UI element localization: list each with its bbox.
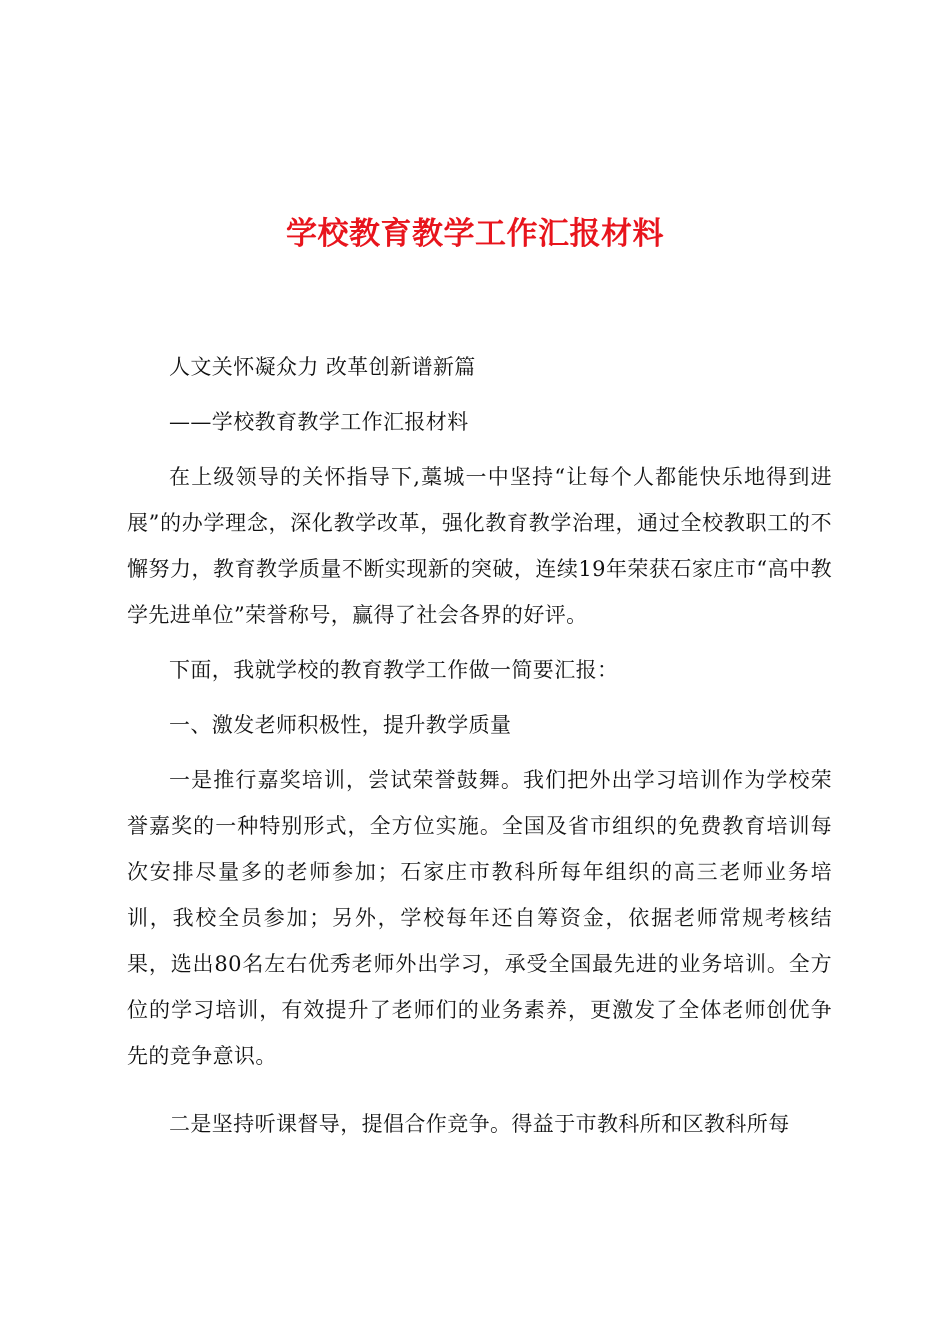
subtitle-dash-line: ——学校教育教学工作汇报材料 <box>169 410 469 434</box>
intro-paragraph: 在上级领导的关怀指导下,藁城一中坚持“让每个人都能快乐地得到进展”的办学理念，深化教学改革，强化教育教学治理，通过全校教职工的不懈努力，教育教学质量不断实现新的突破，连续19年荣获石家庄市“高中教学先进单位”荣誉称号，赢得了社会各界的好评。 <box>127 465 832 627</box>
document-body <box>127 344 832 1156</box>
subtitle-line: 人文关怀凝众力 改革创新谱新篇 <box>169 355 476 379</box>
report-lead-paragraph: 下面，我就学校的教育教学工作做一简要汇报： <box>169 658 619 682</box>
point-1-paragraph: 一是推行嘉奖培训，尝试荣誉鼓舞。我们把外出学习培训作为学校荣誉嘉奖的一种特别形式，全方位实施。全国及省市组织的免费教育培训每次安排尽量多的老师参加；石家庄市教科所每年组织的高三老师业务培训，我校全员参加；另外，学校每年还自筹资金，依据老师常规考核结果，选出80名左右优秀老师外出学习，承受全国最先进的业务培训。全方位的学习培训，有效提升了老师们的业务素养，更激发了全体老师创优争先的竞争意识。 <box>127 768 832 1068</box>
point-2-paragraph: 二是坚持听课督导，提倡合作竞争。得益于市教科所和区教科所每 <box>169 1112 790 1136</box>
section-heading-1: 一、激发老师积极性，提升教学质量 <box>169 713 512 737</box>
document-title: 学校教育教学工作汇报材料 <box>286 216 664 252</box>
